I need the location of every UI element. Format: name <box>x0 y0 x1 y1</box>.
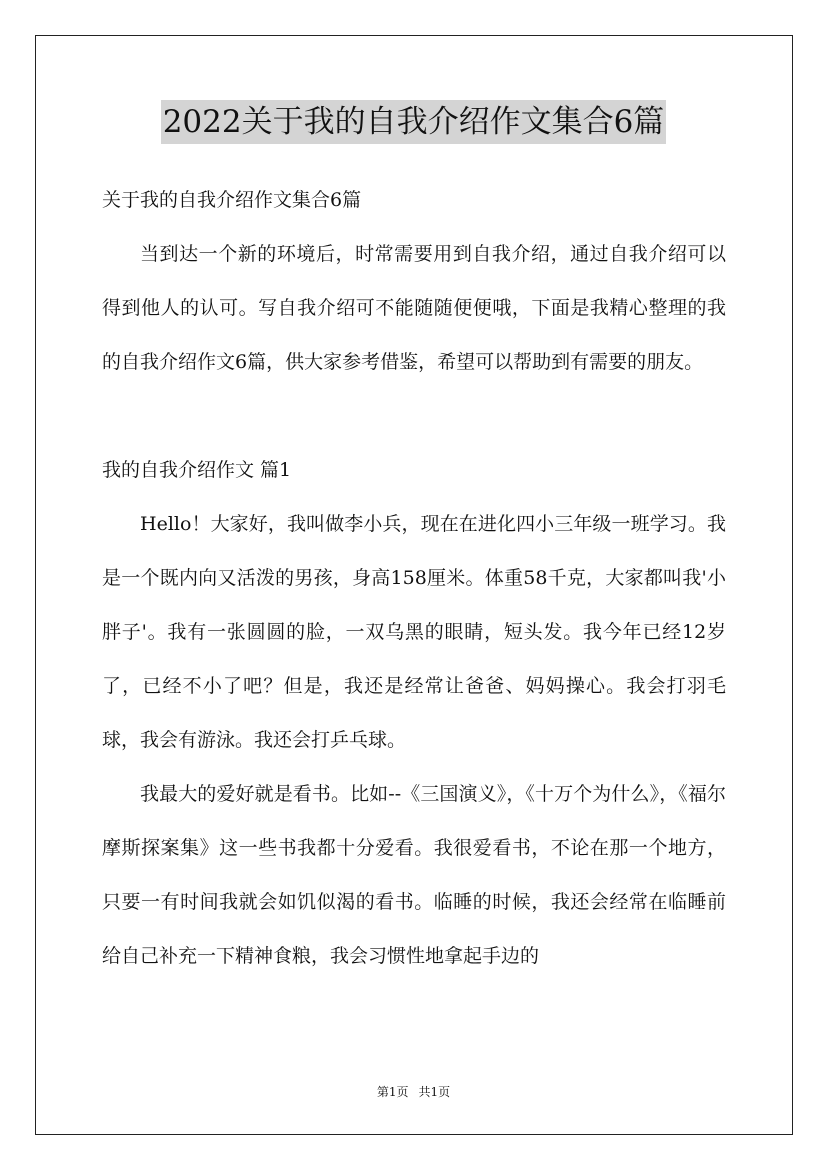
body-paragraph-2: 我最大的爱好就是看书。比如--《三国演义》，《十万个为什么》，《福尔摩斯探案集》这一些书我都十分爱看。我很爱看书，不论在那一个地方，只要一有时间我就会如饥似渴的看书。临睡的时候，我还会经常在临睡前给自己补充一下精神食粮，我会习惯性地拿起手边的 <box>102 783 726 967</box>
page-footer <box>0 1083 827 1100</box>
page-total: 共1页 <box>418 1085 451 1099</box>
section-heading: 我的自我介绍作文 篇1 <box>102 459 292 481</box>
document-body <box>102 173 726 983</box>
section-spacer <box>102 389 726 443</box>
page-number: 第1页 <box>376 1085 409 1099</box>
document-title: 2022关于我的自我介绍作文集合6篇 <box>161 100 667 144</box>
title-container <box>0 100 827 144</box>
intro-paragraph: 当到达一个新的环境后，时常需要用到自我介绍，通过自我介绍可以得到他人的认可。写自我介绍可不能随随便便哦，下面是我精心整理的我的自我介绍作文6篇，供大家参考借鉴，希望可以帮助到有需要的朋友。 <box>102 243 726 373</box>
subtitle: 关于我的自我介绍作文集合6篇 <box>102 189 362 211</box>
body-paragraph-1: Hello！大家好，我叫做李小兵，现在在进化四小三年级一班学习。我是一个既内向又活泼的男孩，身高158厘米。体重58千克，大家都叫我'小胖子'。我有一张圆圆的脸，一双乌黑的眼睛，短头发。我今年已经12岁了，已经不小了吧？但是，我还是经常让爸爸、妈妈操心。我会打羽毛球，我会有游泳。我还会打乒乓球。 <box>102 513 726 751</box>
